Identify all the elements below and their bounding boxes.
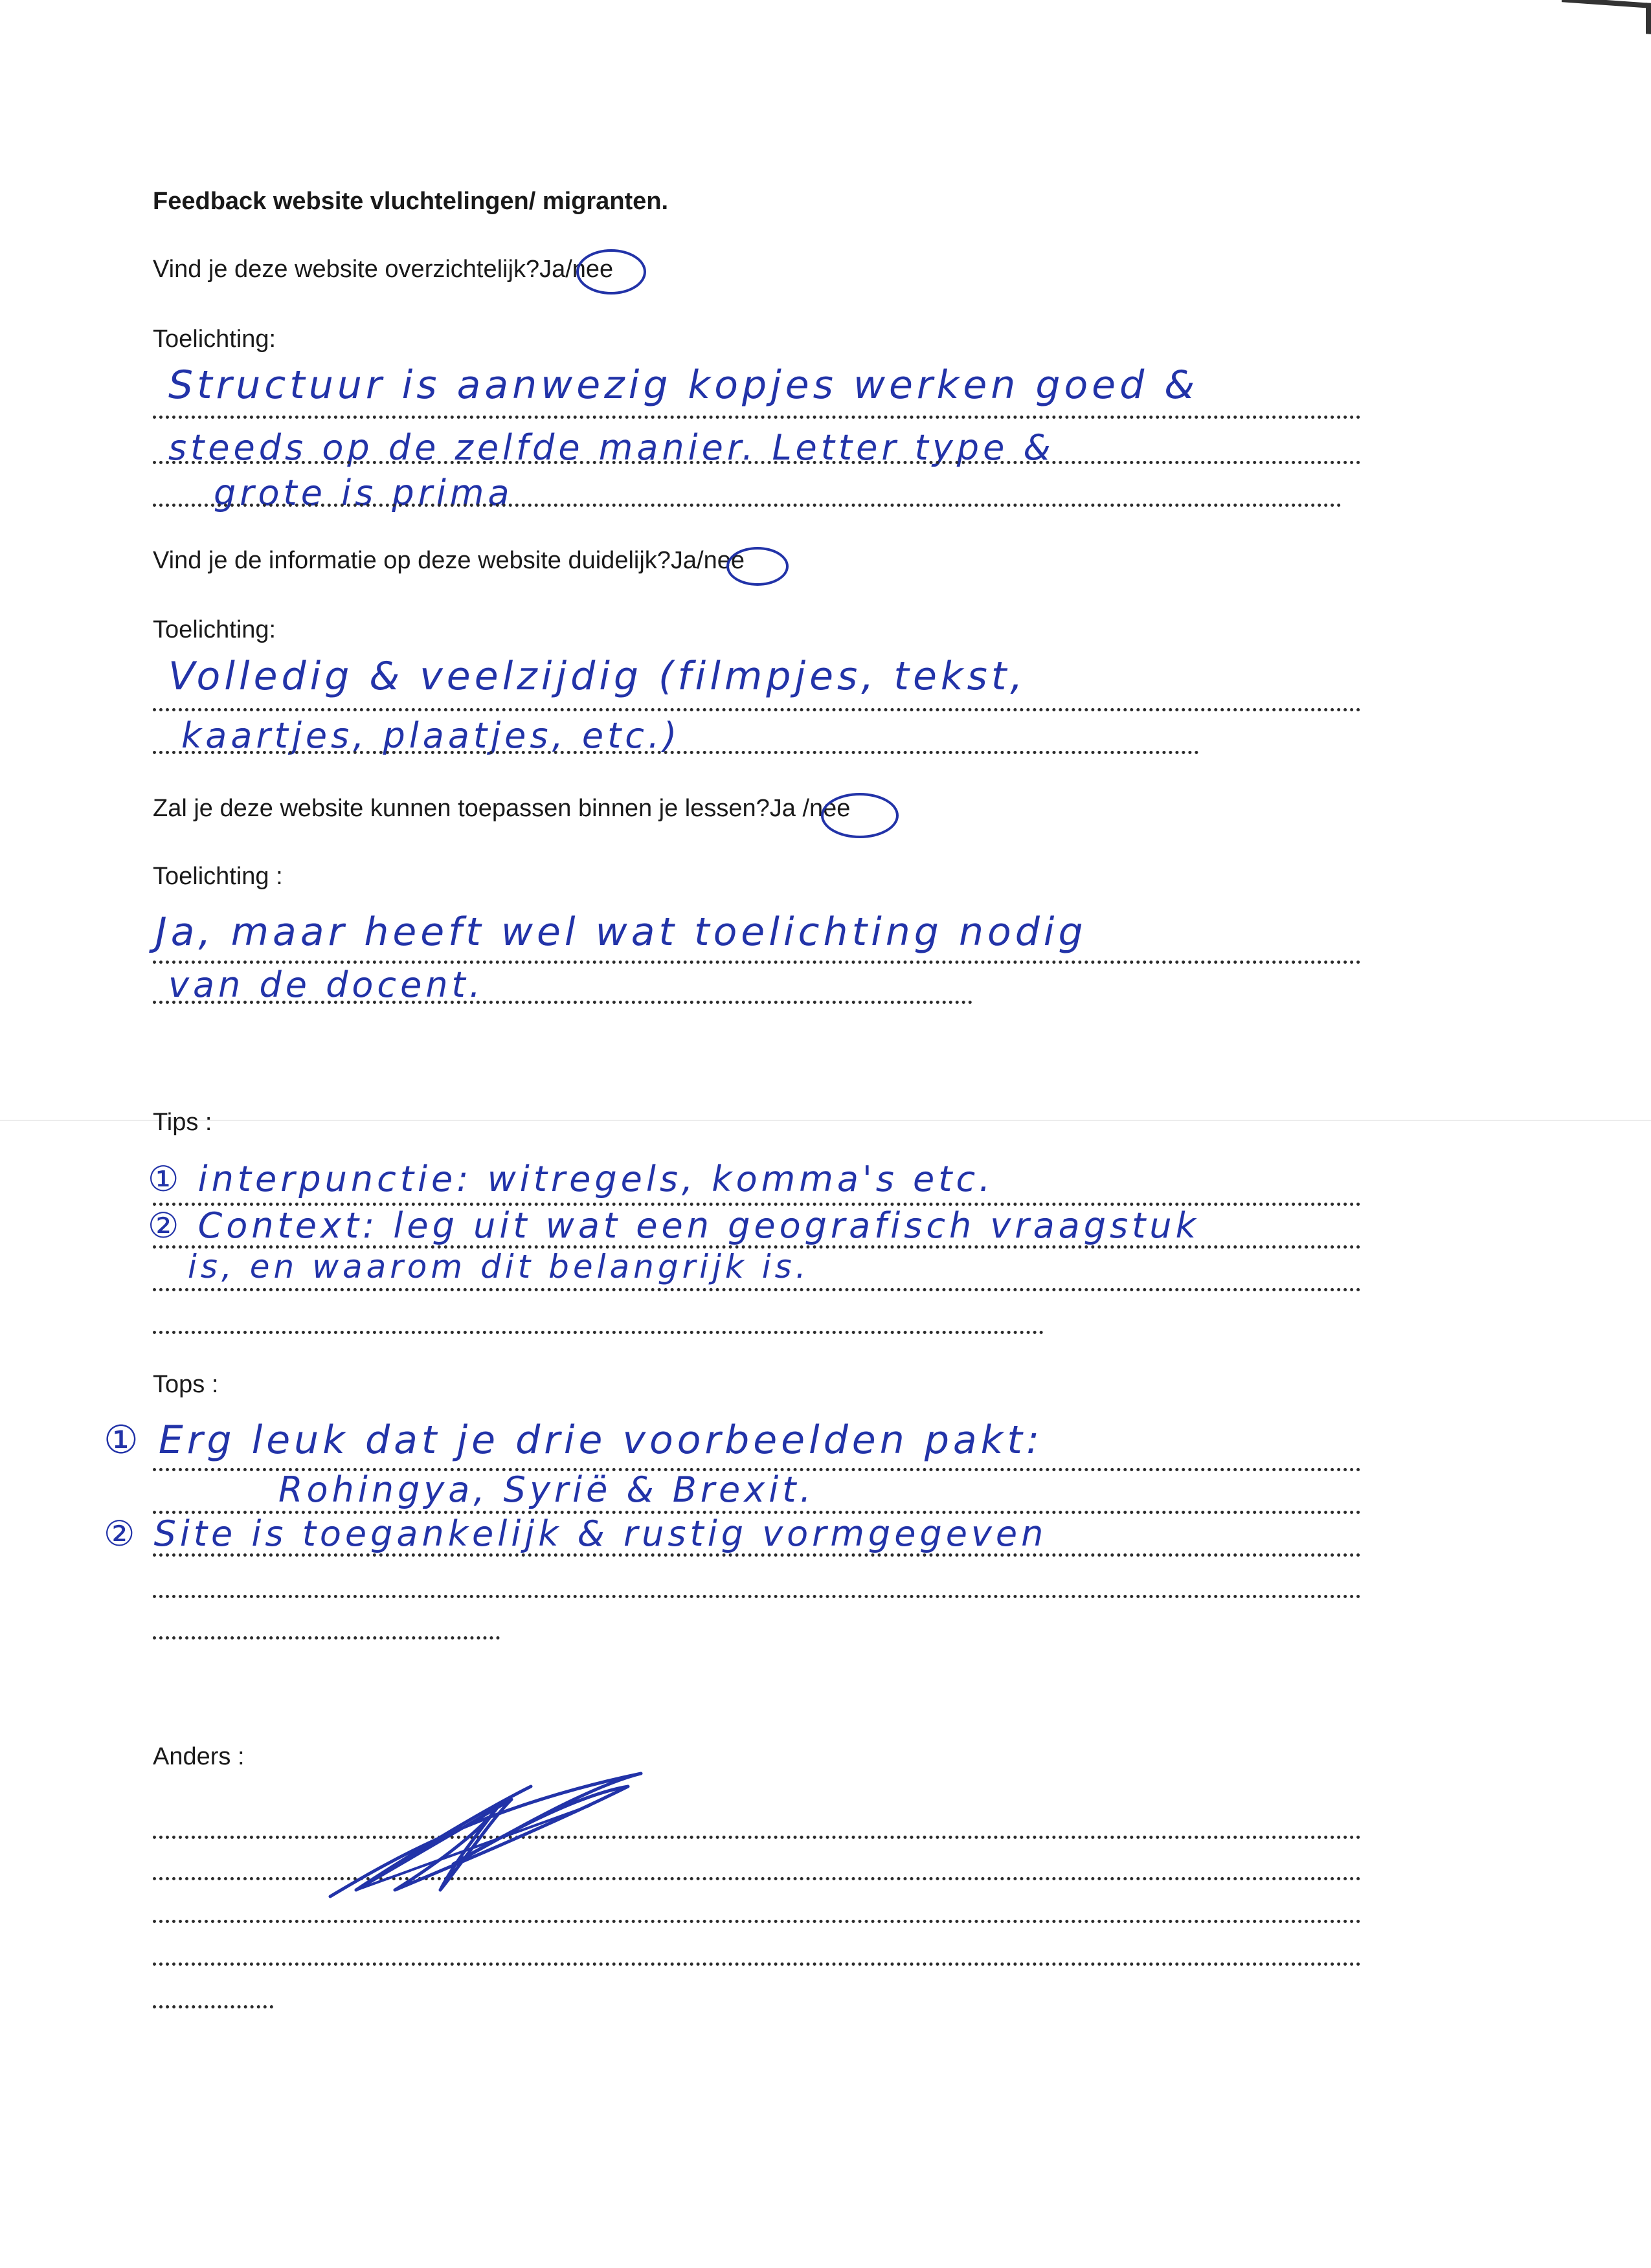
handwritten-answer-2-line-2: kaartjes, plaatjes, etc.) [181, 715, 681, 756]
question-3-options: Ja /nee [769, 795, 851, 822]
question-3 [153, 795, 850, 823]
dotted-line [153, 504, 1342, 507]
signature-scribble [317, 1761, 654, 1916]
handwritten-answer-1-line-3: grote is prima [214, 472, 513, 513]
handwritten-answer-3-line-1: Ja, maar heeft wel wat toelichting nodig [155, 909, 1087, 955]
dotted-line [153, 1962, 1361, 1966]
form-title: Feedback website vluchtelingen/ migranten. [153, 188, 669, 215]
question-1-text: Vind je deze website overzichtelijk? [153, 256, 540, 283]
dotted-line [153, 1553, 1361, 1557]
paper-fold [0, 1120, 1651, 1121]
dotted-line [153, 708, 1361, 711]
top-line-2: Rohingya, Syrië & Brexit. [278, 1469, 815, 1510]
question-1-options: Ja/nee [539, 256, 614, 283]
toelichting-label-1: Toelichting: [153, 326, 276, 353]
dotted-line [153, 1636, 500, 1640]
handwritten-answer-1-line-2: steeds op de zelfde manier. Letter type & [168, 427, 1055, 468]
top-line-3: ② Site is toegankelijk & rustig vormgegeven [104, 1513, 1048, 1554]
tip-line-2: ② Context: leg uit wat een geografisch vraagstuk [148, 1205, 1200, 1246]
answer-circle-2 [726, 547, 789, 586]
dotted-line [153, 1595, 1361, 1598]
top-line-1: ① Erg leuk dat je drie voorbeelden pakt: [104, 1418, 1044, 1463]
tip-line-1: ① interpunctie: witregels, komma's etc. [148, 1159, 994, 1199]
question-2-options: Ja/nee [670, 547, 745, 574]
answer-circle-3 [821, 793, 899, 838]
dotted-line [153, 1001, 972, 1004]
scan-edge [1562, 0, 1651, 34]
handwritten-answer-3-line-2: van de docent. [168, 964, 484, 1005]
toelichting-label-3: Toelichting : [153, 863, 283, 890]
dotted-line [153, 1288, 1361, 1291]
question-1 [153, 256, 613, 284]
dotted-line [153, 961, 1361, 964]
dotted-line [153, 751, 1199, 754]
question-2-text: Vind je de informatie op deze website duidelijk? [153, 547, 671, 574]
tip-line-3: is, en waarom dit belangrijk is. [188, 1248, 810, 1285]
question-3-text: Zal je deze website kunnen toepassen binnen je lessen? [153, 795, 770, 822]
dotted-line [153, 416, 1361, 419]
dotted-line [153, 1920, 1361, 1923]
handwritten-answer-1-line-1: Structuur is aanwezig kopjes werken goed & [168, 362, 1199, 408]
tops-label: Tops : [153, 1371, 219, 1398]
toelichting-label-2: Toelichting: [153, 616, 276, 643]
anders-label: Anders : [153, 1743, 245, 1770]
dotted-line [153, 461, 1361, 464]
dotted-line [153, 2005, 273, 2008]
dotted-line [153, 1331, 1044, 1334]
handwritten-answer-2-line-1: Volledig & veelzijdig (filmpjes, tekst, [168, 654, 1027, 699]
answer-circle-1 [576, 249, 646, 295]
tips-label: Tips : [153, 1109, 212, 1136]
question-2 [153, 547, 745, 575]
